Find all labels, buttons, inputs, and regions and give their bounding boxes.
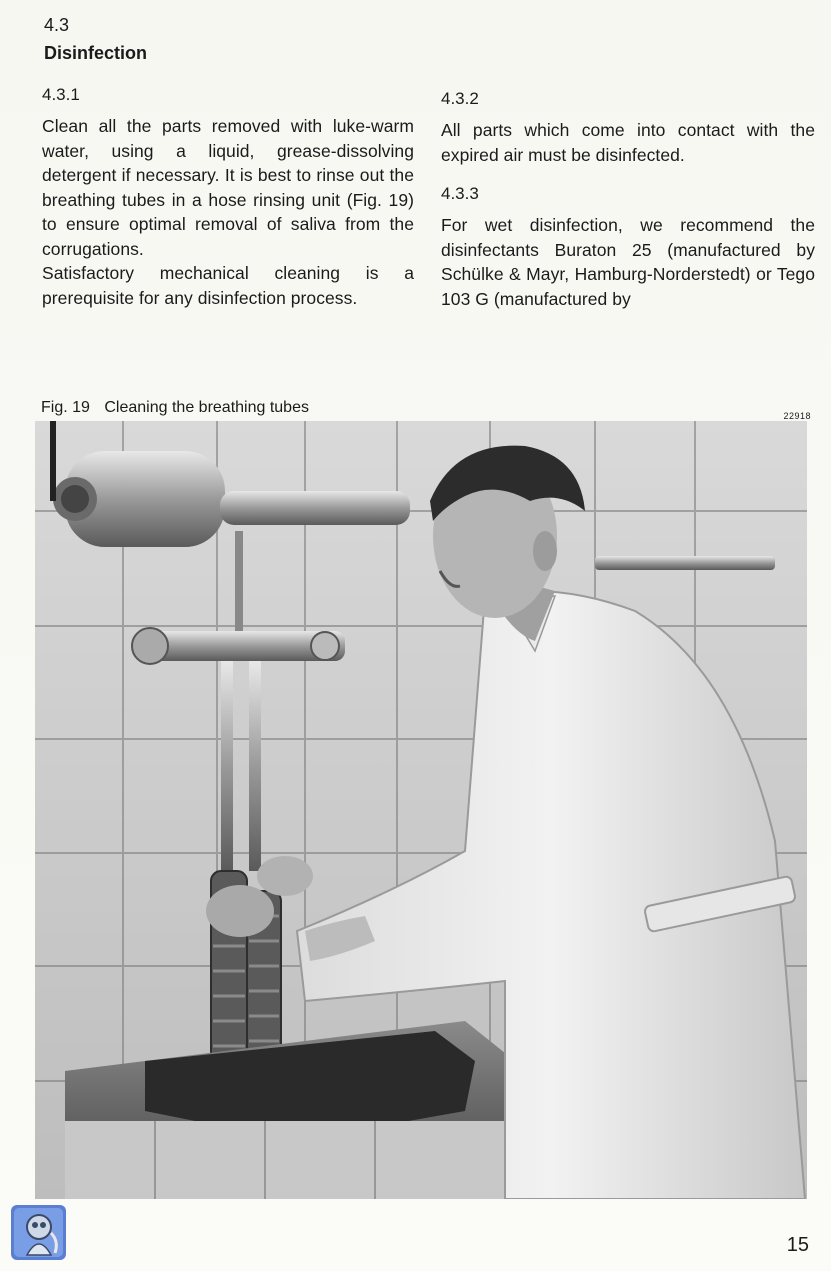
figure-caption xyxy=(41,398,309,418)
page-number: 15 xyxy=(786,1234,809,1256)
man-cleaning-breathing-tubes-photo xyxy=(35,421,807,1199)
section-number: 4.3 xyxy=(44,15,70,35)
subsection-heading-4-3-3: 4.3.3 xyxy=(441,184,479,203)
paragraph-wet-disinfection: For wet disinfection, we recommend the disinfectants Buraton 25 (manufactured by Schülke & Mayr, Hamburg-Norderstedt) or Tego 103 G (manufactured by xyxy=(441,215,815,309)
section-title: Disinfection xyxy=(44,43,148,63)
publisher-logo-icon xyxy=(11,1205,66,1260)
left-column xyxy=(42,84,414,310)
figure-label: Fig. 19 xyxy=(41,399,90,416)
subsection-heading-4-3-2: 4.3.2 xyxy=(441,89,479,108)
figure-caption-text: Cleaning the breathing tubes xyxy=(104,399,309,416)
right-column xyxy=(441,88,815,311)
paragraph-expired-air: All parts which come into contact with the expired air must be disinfected. xyxy=(441,120,815,165)
figure-code: 22918 xyxy=(783,411,811,421)
paragraph-cleaning: Clean all the parts removed with luke-warm water, using a liquid, grease-dissolving detergent if necessary. It is best to rinse out the breathing tubes in a hose rinsing unit (Fig. 19) to ensure optimal removal of saliva from the corrugations. xyxy=(42,116,414,259)
paragraph-mechanical-cleaning: Satisfactory mechanical cleaning is a prerequisite for any disinfection process. xyxy=(42,263,414,308)
subsection-heading-4-3-1: 4.3.1 xyxy=(42,85,80,104)
